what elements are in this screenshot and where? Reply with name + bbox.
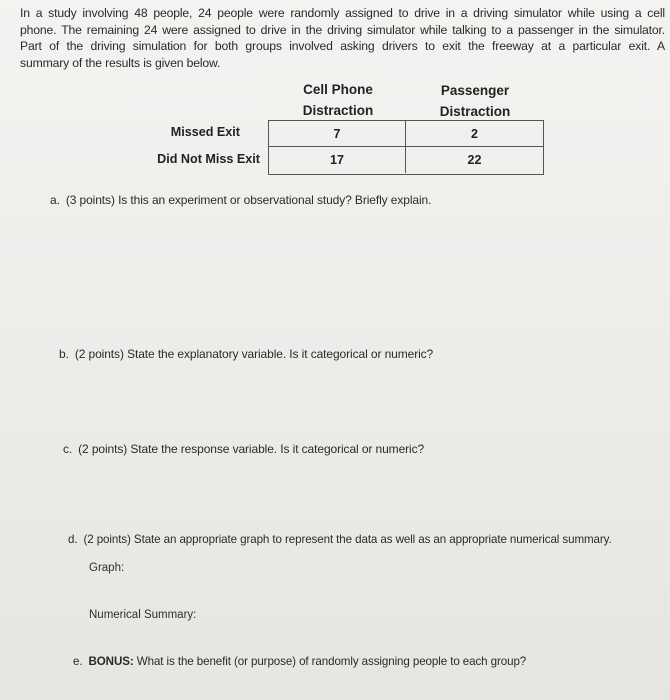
table-cell: 7	[269, 121, 406, 147]
table-cell: 17	[269, 147, 406, 173]
question-text: (2 points) State an appropriate graph to represent the data as well as an appropriate numerical summary.	[83, 533, 612, 546]
intro-line: phone. The remaining 24 were assigned to drive in the driving simulator while talking to a passenger in the simulator.	[20, 22, 665, 37]
bonus-label: BONUS:	[88, 655, 134, 668]
table-cell: 22	[467, 153, 482, 167]
numerical-summary-label: Numerical Summary:	[89, 609, 197, 621]
column-header-line: Cell Phone	[303, 82, 373, 97]
intro-line: summary of the results is given below.	[20, 55, 221, 70]
question-label: c.	[63, 442, 73, 456]
question-label: e.	[73, 655, 83, 668]
question-label: b.	[59, 347, 69, 361]
question-text: (3 points) Is this an experiment or observational study? Briefly explain.	[65, 193, 432, 207]
row-header-missed-exit: Missed Exit	[170, 125, 240, 139]
row-header-did-not-miss-exit: Did Not Miss Exit	[157, 152, 260, 166]
question-b	[59, 347, 433, 361]
column-header-line: Passenger	[440, 83, 510, 98]
intro-line: In a study involving 48 people, 24 people were randomly assigned to drive in a driving simulator while using a cell	[20, 6, 665, 20]
results-table	[268, 120, 544, 175]
question-d	[68, 533, 612, 546]
table-cell: 2	[406, 121, 543, 147]
question-c	[63, 442, 424, 456]
question-label: d.	[68, 533, 78, 546]
question-e	[73, 655, 526, 668]
column-header-line: Distraction	[439, 104, 511, 119]
column-header-line: Distraction	[302, 103, 374, 118]
question-text: (2 points) State the explanatory variable. Is it categorical or numeric?	[74, 347, 434, 361]
intro-paragraph	[20, 5, 665, 71]
column-header-cell-phone	[278, 79, 398, 121]
column-header-passenger	[415, 80, 535, 122]
question-text: What is the benefit (or purpose) of randomly assigning people to each group?	[136, 655, 527, 668]
question-a	[50, 193, 431, 207]
question-text: (2 points) State the response variable. Is it categorical or numeric?	[78, 442, 425, 456]
intro-line: Part of the driving simulation for both groups involved asking drivers to exit the freeway at a particular exit. A	[20, 39, 665, 54]
graph-label: Graph:	[89, 562, 125, 574]
question-label: a.	[50, 193, 60, 207]
